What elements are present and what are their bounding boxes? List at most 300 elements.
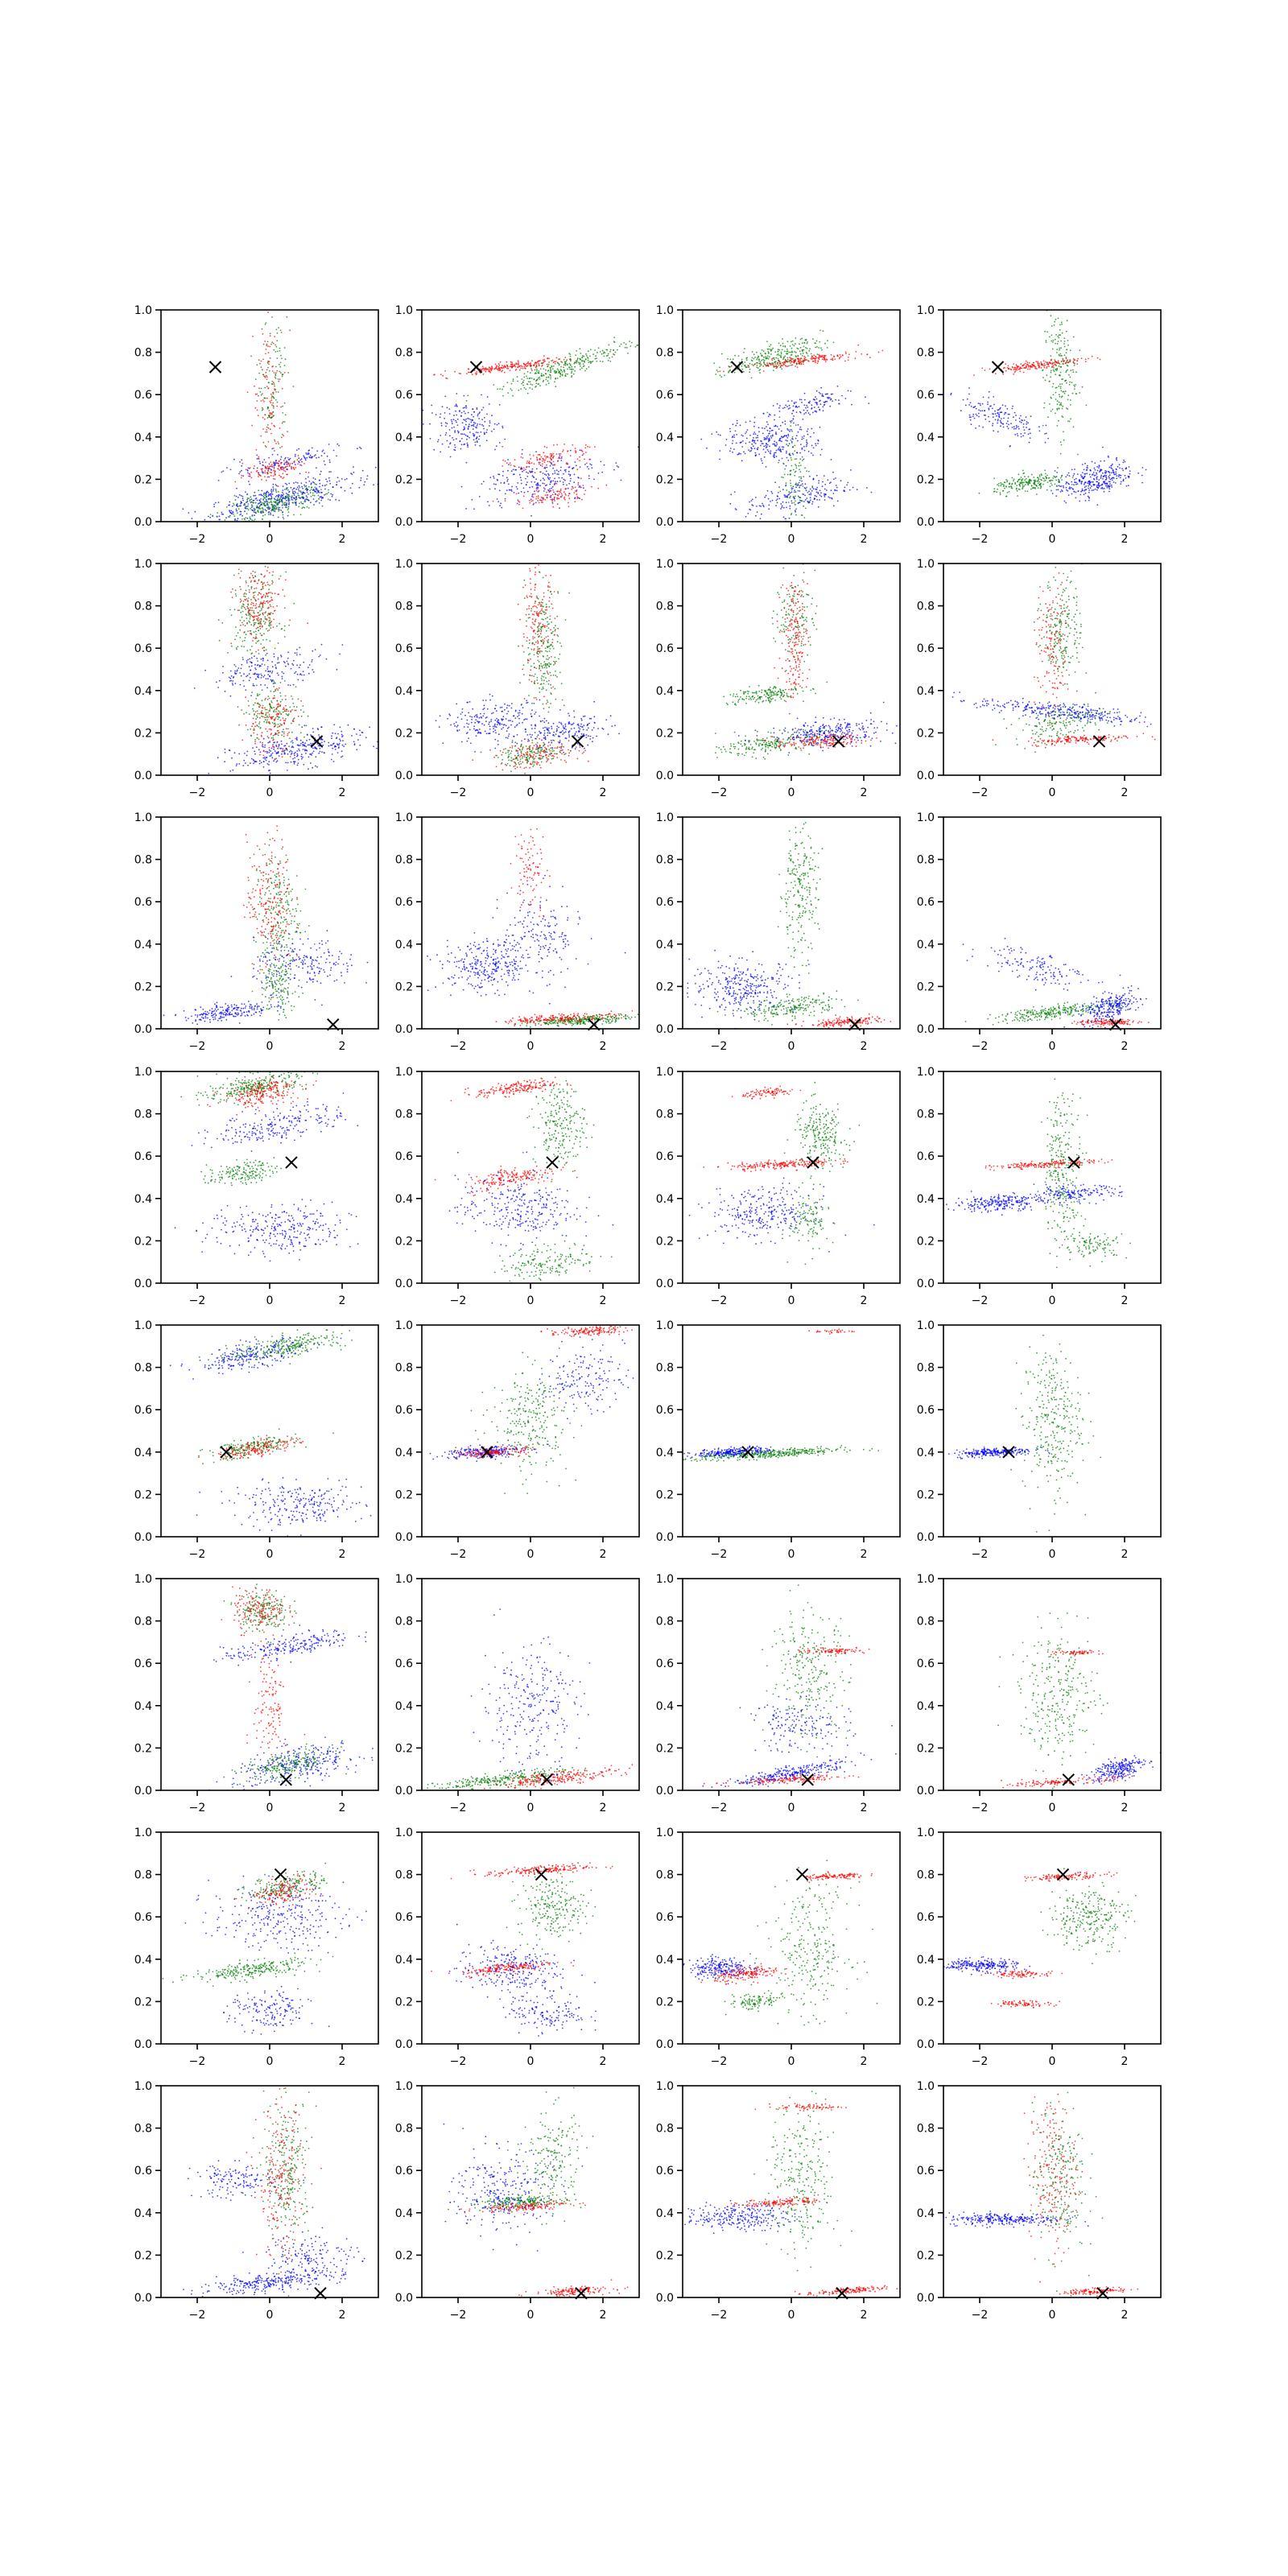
data-point-red — [536, 456, 538, 458]
data-point-blue — [1096, 478, 1098, 480]
data-point-blue — [527, 491, 529, 493]
data-point-red — [283, 477, 285, 478]
data-point-red — [261, 366, 262, 368]
data-point-blue — [617, 466, 619, 468]
data-point-green — [266, 322, 267, 324]
data-point-blue — [775, 425, 777, 427]
data-point-blue — [511, 470, 513, 472]
data-point-red — [543, 459, 544, 460]
y-tick-label: 0.6 — [917, 389, 935, 402]
y-tick-label: 1.0 — [656, 304, 674, 317]
data-point-red — [262, 464, 264, 466]
data-point-green — [279, 501, 280, 502]
data-point-red — [266, 372, 267, 374]
data-point-green — [527, 371, 529, 373]
data-point-green — [527, 393, 529, 394]
data-point-red — [266, 378, 268, 380]
data-point-green — [799, 469, 800, 470]
data-point-red — [584, 448, 586, 449]
data-point-blue — [1068, 484, 1070, 485]
data-point-green — [308, 507, 310, 509]
data-point-blue — [273, 489, 275, 490]
data-point-red — [573, 492, 575, 493]
data-point-blue — [456, 422, 457, 423]
data-point-red — [287, 431, 288, 432]
data-point-blue — [970, 416, 972, 418]
data-point-green — [791, 442, 793, 444]
data-point-blue — [254, 492, 255, 493]
data-point-green — [781, 368, 782, 369]
data-point-green — [775, 357, 777, 359]
data-point-red — [276, 406, 278, 407]
data-point-blue — [798, 496, 799, 497]
data-point-red — [839, 357, 840, 358]
data-point-blue — [536, 469, 538, 470]
data-point-red — [298, 461, 299, 463]
data-point-blue — [589, 464, 591, 465]
data-point-blue — [257, 468, 258, 469]
data-point-green — [1000, 494, 1001, 496]
data-point-blue — [1084, 473, 1085, 475]
data-point-red — [522, 457, 524, 459]
data-point-green — [788, 502, 790, 503]
data-point-green — [797, 355, 799, 357]
data-point-blue — [801, 429, 803, 431]
data-point-green — [792, 344, 794, 345]
data-point-red — [267, 468, 269, 469]
data-point-green — [218, 619, 220, 621]
data-point-red — [483, 374, 485, 375]
data-point-green — [246, 513, 248, 514]
data-point-red — [241, 475, 242, 477]
data-point-blue — [255, 502, 257, 504]
data-point-green — [1055, 480, 1057, 481]
data-point-blue — [336, 481, 338, 483]
data-point-green — [260, 512, 262, 514]
data-point-red — [559, 498, 560, 500]
data-point-blue — [345, 490, 346, 492]
data-point-red — [545, 460, 547, 461]
data-point-green — [799, 350, 801, 352]
data-point-green — [273, 349, 275, 351]
data-point-red — [814, 357, 815, 359]
data-point-green — [767, 355, 769, 357]
data-point-green — [282, 511, 283, 513]
data-point-green — [282, 412, 283, 414]
data-point-red — [258, 458, 260, 460]
data-point-green — [783, 357, 785, 358]
data-point-blue — [308, 477, 309, 478]
data-point-blue — [1097, 470, 1099, 472]
data-point-green — [308, 493, 309, 495]
data-point-blue — [730, 448, 732, 449]
data-point-blue — [1026, 421, 1028, 423]
data-point-green — [275, 648, 276, 650]
data-point-green — [1049, 481, 1051, 482]
data-point-green — [553, 365, 555, 367]
data-point-green — [255, 642, 257, 644]
data-point-blue — [779, 405, 781, 407]
data-point-green — [548, 382, 550, 384]
data-point-blue — [295, 454, 296, 456]
data-point-blue — [514, 492, 515, 493]
data-point-green — [312, 494, 314, 496]
data-point-blue — [735, 425, 737, 427]
data-point-green — [753, 353, 755, 355]
data-point-green — [538, 372, 539, 374]
data-point-blue — [524, 492, 526, 493]
data-point-green — [287, 372, 289, 374]
data-point-red — [1013, 363, 1014, 365]
data-point-red — [514, 466, 516, 468]
data-point-green — [998, 485, 1000, 487]
data-point-green — [258, 503, 259, 505]
data-point-red — [523, 495, 525, 497]
data-point-green — [262, 588, 264, 589]
data-point-green — [247, 508, 249, 510]
data-point-green — [1025, 484, 1026, 485]
data-point-blue — [799, 490, 800, 492]
data-point-blue — [1098, 467, 1100, 469]
data-point-green — [282, 406, 283, 407]
data-point-red — [255, 394, 257, 395]
data-point-green — [562, 374, 564, 375]
data-point-green — [758, 357, 759, 358]
data-point-blue — [237, 518, 239, 519]
data-point-blue — [236, 488, 237, 489]
data-point-blue — [1090, 477, 1092, 478]
data-point-blue — [456, 406, 458, 407]
data-point-green — [588, 357, 589, 359]
data-point-blue — [364, 481, 365, 483]
data-point-red — [502, 460, 504, 461]
data-point-green — [788, 491, 790, 493]
data-point-blue — [760, 445, 762, 447]
data-point-red — [260, 593, 262, 595]
data-point-red — [297, 459, 299, 460]
data-point-blue — [546, 474, 547, 476]
data-point-red — [510, 369, 511, 371]
data-point-blue — [275, 464, 276, 466]
data-point-green — [781, 353, 782, 355]
data-point-green — [261, 394, 262, 396]
data-point-blue — [1069, 486, 1071, 488]
data-point-blue — [431, 412, 433, 414]
data-point-blue — [716, 431, 717, 433]
data-point-blue — [803, 413, 805, 415]
data-point-blue — [800, 427, 802, 428]
data-point-red — [1051, 359, 1052, 361]
data-point-red — [570, 455, 572, 456]
data-point-red — [1017, 366, 1018, 368]
data-point-blue — [522, 449, 523, 451]
data-point-blue — [333, 450, 335, 452]
data-point-blue — [811, 404, 812, 406]
data-point-blue — [239, 461, 241, 463]
data-point-green — [1074, 388, 1075, 390]
data-point-blue — [772, 436, 774, 437]
data-point-green — [547, 380, 549, 382]
data-point-blue — [810, 499, 811, 501]
data-point-blue — [997, 413, 998, 415]
data-point-green — [247, 493, 249, 495]
data-point-green — [258, 489, 259, 491]
data-point-green — [262, 410, 263, 411]
data-point-blue — [526, 472, 527, 473]
data-point-blue — [735, 431, 737, 432]
data-point-blue — [1026, 423, 1027, 425]
data-point-green — [758, 359, 760, 361]
data-point-red — [762, 365, 764, 367]
data-point-green — [804, 360, 806, 361]
data-point-blue — [1084, 486, 1086, 488]
data-point-green — [272, 506, 274, 507]
data-point-blue — [281, 456, 283, 458]
data-point-green — [267, 615, 269, 617]
data-point-blue — [831, 489, 832, 491]
data-point-blue — [358, 487, 360, 489]
data-point-green — [251, 509, 253, 510]
data-point-red — [790, 362, 791, 364]
data-point-green — [564, 375, 566, 377]
y-tick-label: 0.4 — [656, 431, 674, 444]
data-point-red — [256, 588, 258, 589]
data-point-red — [270, 465, 271, 467]
data-point-green — [539, 377, 540, 378]
data-point-blue — [320, 473, 321, 475]
data-point-blue — [841, 395, 843, 397]
data-point-red — [497, 369, 499, 370]
data-point-green — [758, 360, 760, 361]
data-point-blue — [429, 423, 431, 425]
data-point-green — [266, 446, 267, 448]
data-point-blue — [833, 493, 835, 494]
data-point-red — [848, 357, 849, 358]
data-point-blue — [452, 421, 453, 423]
data-point-red — [568, 502, 569, 504]
data-point-red — [542, 465, 543, 467]
data-point-red — [282, 388, 283, 390]
data-point-red — [270, 468, 271, 469]
data-point-red — [773, 365, 774, 366]
data-point-blue — [1063, 487, 1064, 489]
data-point-green — [606, 349, 608, 351]
data-point-red — [266, 369, 268, 370]
data-point-blue — [583, 487, 584, 489]
data-point-red — [531, 360, 533, 361]
data-point-blue — [831, 459, 832, 460]
data-point-green — [279, 447, 281, 448]
data-point-blue — [796, 435, 798, 436]
data-point-green — [270, 592, 271, 593]
data-point-green — [795, 359, 796, 361]
data-point-green — [270, 498, 272, 500]
data-point-red — [531, 462, 533, 464]
data-point-red — [787, 365, 789, 367]
data-point-blue — [552, 481, 554, 482]
data-point-green — [250, 653, 252, 654]
data-point-blue — [832, 472, 834, 473]
data-point-blue — [992, 413, 993, 415]
data-point-blue — [324, 464, 326, 465]
data-point-red — [559, 358, 560, 360]
data-point-blue — [295, 464, 296, 465]
data-point-green — [273, 407, 275, 409]
data-point-green — [511, 383, 513, 385]
data-point-red — [290, 463, 291, 464]
data-point-blue — [970, 402, 972, 403]
data-point-red — [264, 473, 266, 474]
data-point-green — [1069, 421, 1071, 423]
data-point-blue — [456, 403, 457, 405]
data-point-green — [250, 516, 251, 518]
data-point-blue — [819, 489, 821, 491]
data-point-blue — [213, 504, 215, 506]
data-point-green — [1053, 476, 1055, 477]
data-point-green — [567, 365, 568, 366]
data-point-blue — [789, 431, 791, 432]
data-point-red — [572, 487, 574, 489]
data-point-blue — [778, 428, 780, 430]
data-point-green — [265, 654, 266, 656]
data-point-blue — [777, 496, 778, 497]
data-point-red — [272, 572, 274, 573]
data-point-red — [529, 500, 530, 502]
data-point-red — [552, 506, 554, 508]
data-point-blue — [300, 460, 302, 461]
data-point-red — [731, 365, 733, 367]
data-point-blue — [357, 448, 358, 449]
data-point-blue — [804, 487, 806, 489]
data-point-green — [269, 630, 270, 631]
data-point-red — [495, 364, 497, 365]
data-point-blue — [533, 477, 535, 478]
data-point-green — [309, 490, 311, 492]
data-point-blue — [438, 440, 440, 441]
data-point-green — [252, 519, 254, 521]
data-point-blue — [804, 393, 806, 394]
data-point-blue — [375, 467, 377, 469]
data-point-red — [253, 577, 254, 579]
data-point-red — [497, 366, 499, 368]
data-point-green — [267, 367, 269, 369]
data-point-green — [612, 357, 613, 358]
data-point-blue — [753, 422, 755, 423]
data-point-red — [278, 469, 279, 470]
data-point-green — [233, 504, 235, 506]
data-point-blue — [1003, 427, 1005, 428]
data-point-blue — [1088, 500, 1090, 502]
data-point-blue — [1084, 481, 1086, 483]
data-point-blue — [230, 510, 232, 512]
data-point-green — [1061, 322, 1063, 324]
data-point-green — [1067, 365, 1069, 367]
data-point-blue — [324, 460, 325, 462]
data-point-green — [754, 357, 756, 358]
data-point-blue — [517, 503, 518, 505]
data-point-blue — [468, 426, 469, 427]
data-point-green — [278, 510, 279, 512]
data-point-green — [1004, 488, 1005, 489]
data-point-blue — [774, 452, 775, 454]
data-point-green — [786, 497, 788, 498]
data-point-green — [1074, 386, 1075, 387]
data-point-blue — [1108, 456, 1109, 458]
data-point-blue — [791, 502, 793, 504]
data-point-green — [588, 361, 590, 363]
data-point-green — [234, 495, 236, 497]
data-point-red — [1013, 374, 1014, 375]
data-point-red — [272, 365, 274, 367]
data-point-red — [1048, 365, 1050, 367]
data-point-blue — [799, 452, 801, 454]
data-point-red — [472, 374, 473, 375]
data-point-blue — [1111, 478, 1113, 480]
data-point-blue — [617, 465, 618, 467]
data-point-red — [270, 475, 272, 477]
data-point-blue — [997, 420, 999, 422]
data-point-blue — [1095, 489, 1096, 490]
data-point-green — [1040, 485, 1042, 486]
data-point-blue — [1015, 428, 1017, 430]
data-point-red — [763, 370, 765, 372]
data-point-blue — [332, 496, 333, 497]
data-point-blue — [580, 466, 581, 468]
data-point-red — [503, 367, 505, 369]
data-point-green — [1026, 478, 1027, 480]
data-point-blue — [1074, 479, 1075, 481]
data-point-green — [268, 625, 270, 626]
data-point-blue — [1018, 435, 1019, 436]
data-point-green — [270, 490, 272, 492]
data-point-blue — [1066, 487, 1067, 489]
data-point-blue — [967, 398, 968, 400]
data-point-blue — [774, 415, 775, 416]
data-point-blue — [774, 444, 776, 446]
data-point-green — [255, 634, 257, 635]
data-point-red — [576, 469, 578, 470]
data-point-green — [245, 637, 246, 638]
data-point-green — [1037, 481, 1038, 482]
data-point-blue — [782, 446, 783, 448]
data-point-blue — [295, 456, 296, 457]
data-point-blue — [781, 440, 782, 442]
data-point-green — [803, 349, 805, 351]
data-point-blue — [1026, 416, 1027, 418]
data-point-blue — [1045, 442, 1046, 444]
data-point-red — [282, 473, 283, 475]
data-point-blue — [305, 478, 307, 480]
data-point-green — [572, 369, 574, 370]
data-point-blue — [1096, 466, 1098, 468]
data-point-green — [569, 369, 571, 370]
data-point-blue — [751, 500, 753, 502]
data-point-green — [527, 384, 529, 386]
data-point-blue — [817, 443, 819, 444]
data-point-blue — [231, 513, 233, 514]
data-point-blue — [506, 489, 508, 491]
data-point-green — [586, 355, 588, 357]
data-point-green — [231, 646, 233, 647]
data-point-blue — [373, 484, 374, 485]
data-point-blue — [1068, 494, 1070, 496]
data-point-red — [539, 360, 541, 361]
data-point-blue — [275, 460, 277, 462]
data-point-green — [225, 519, 226, 521]
data-point-red — [285, 579, 287, 580]
data-point-blue — [249, 484, 250, 485]
data-point-blue — [989, 421, 990, 423]
